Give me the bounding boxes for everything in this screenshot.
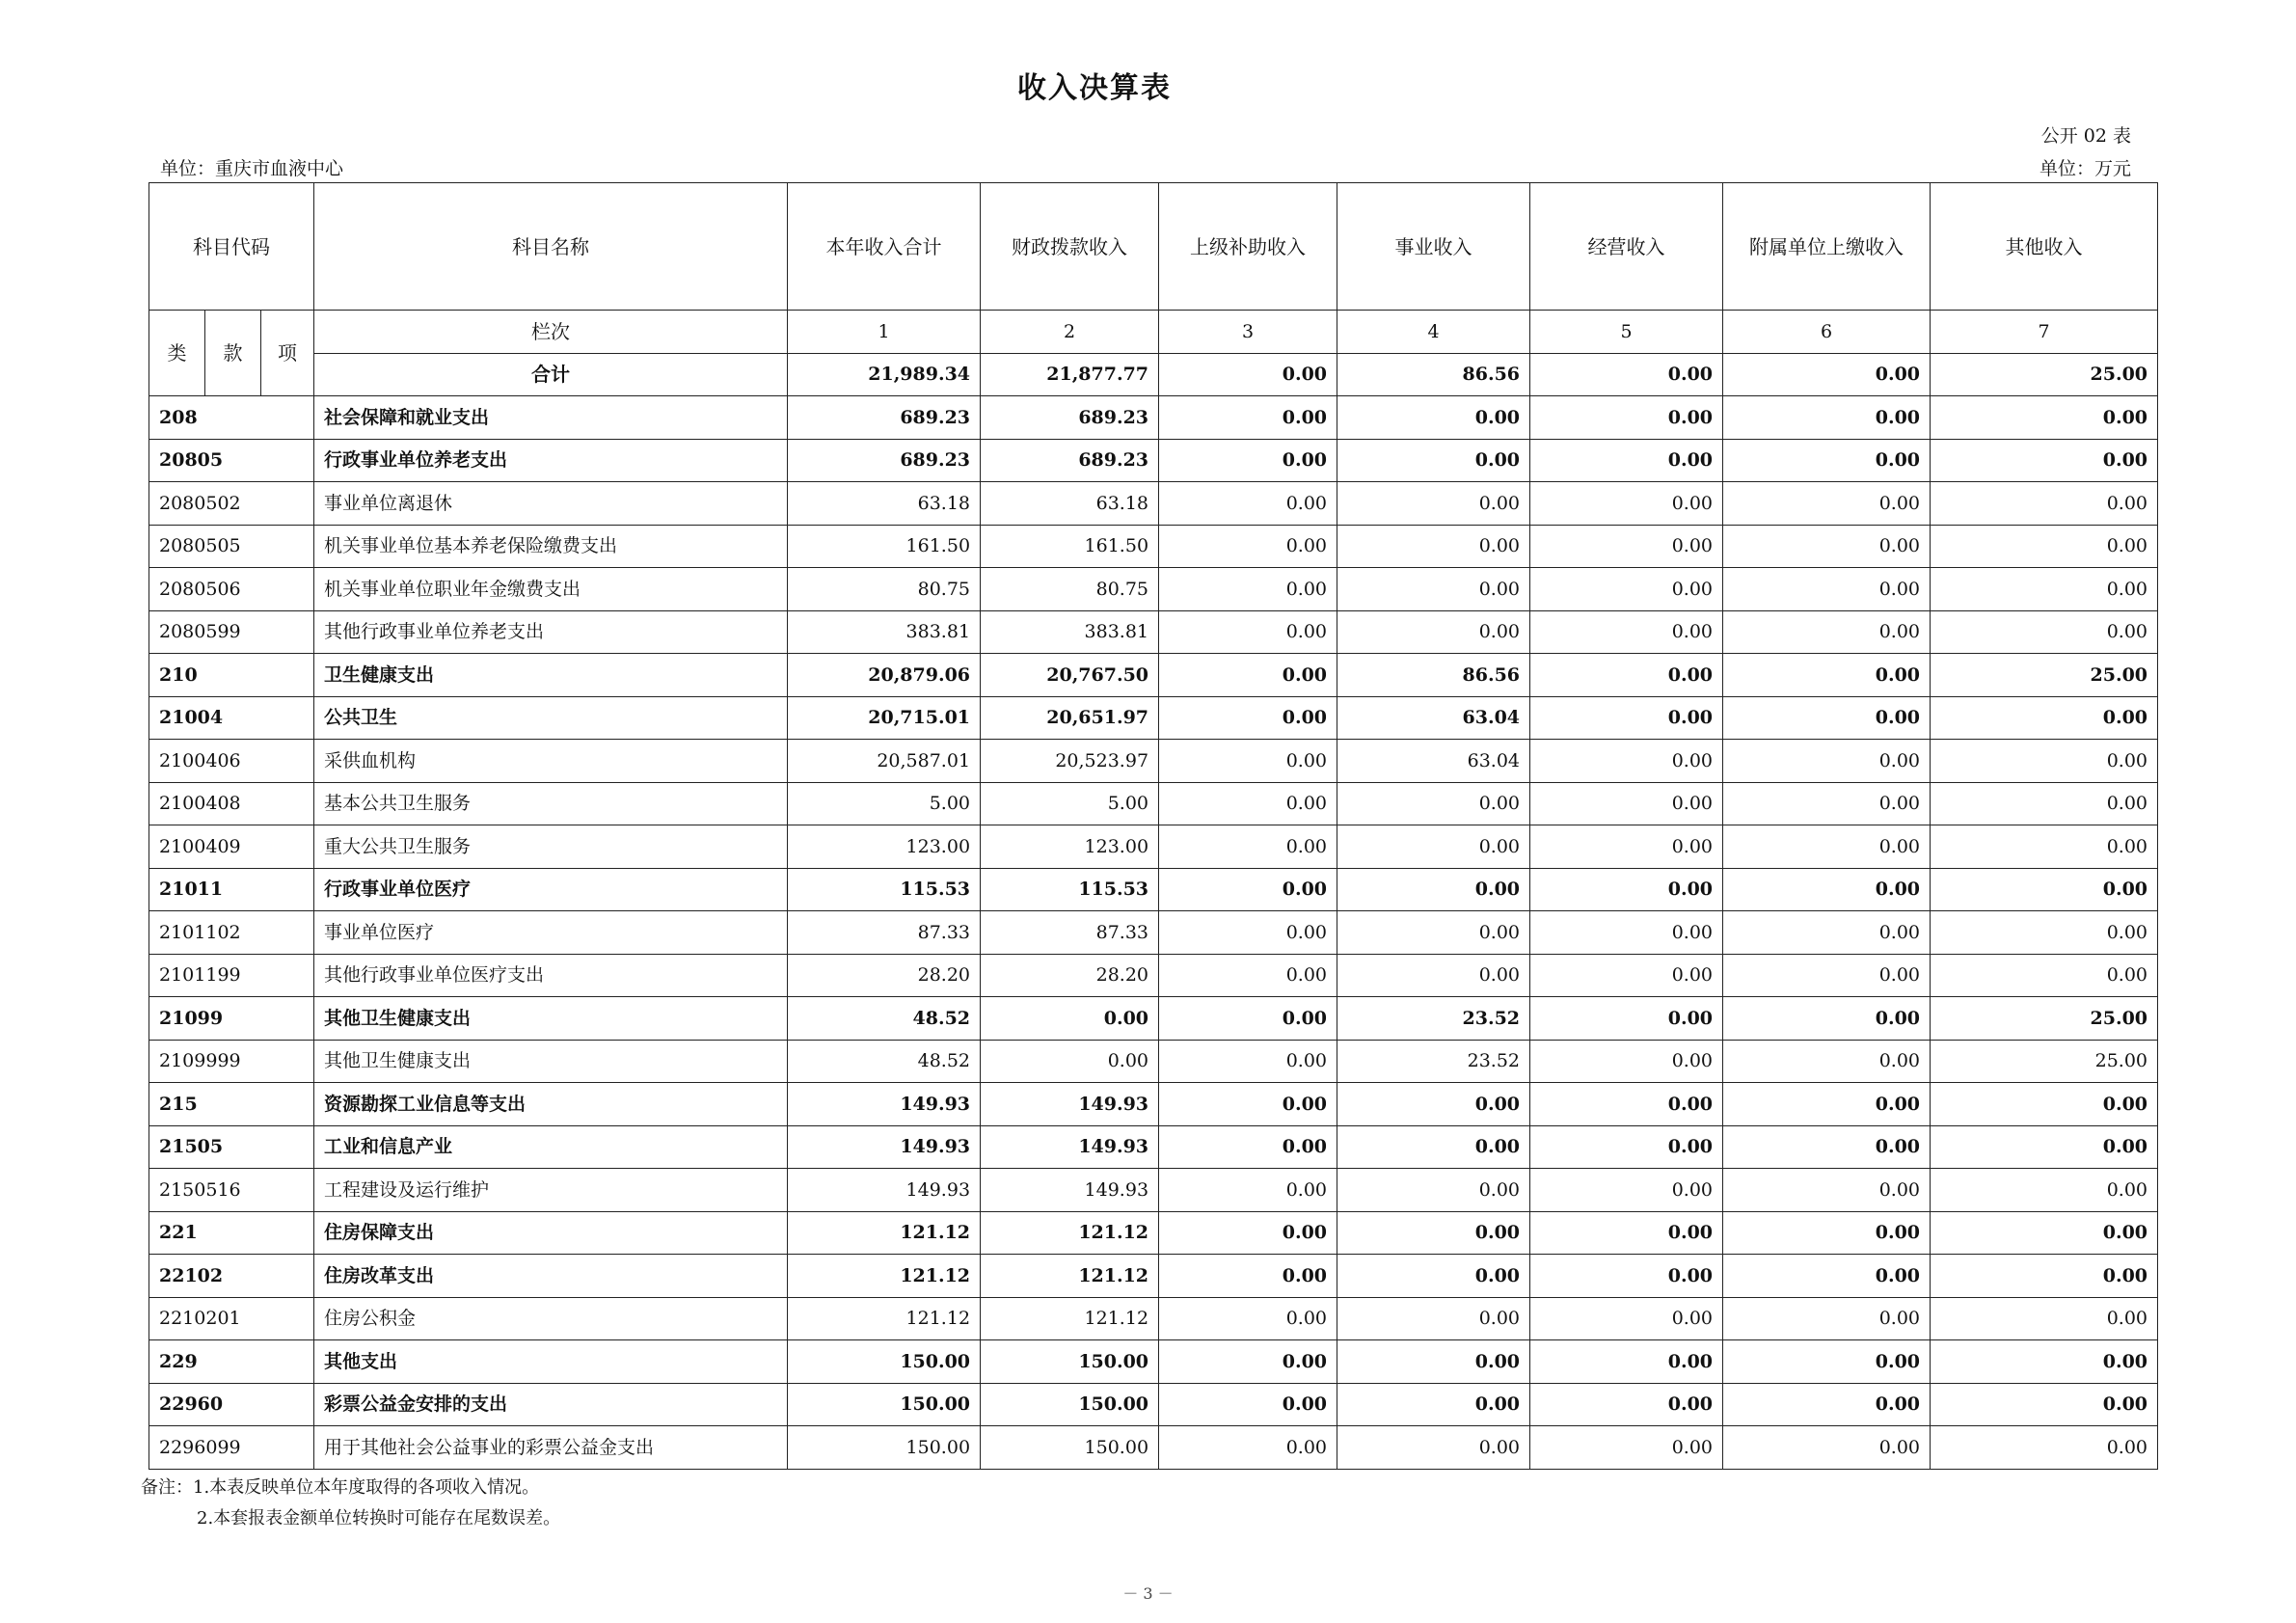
row-value: 0.00 — [1337, 1255, 1530, 1298]
total-label: 合计 — [314, 353, 788, 396]
row-value: 149.93 — [981, 1125, 1159, 1169]
row-value: 0.00 — [1337, 1083, 1530, 1126]
row-value: 149.93 — [788, 1125, 981, 1169]
row-value: 123.00 — [981, 825, 1159, 869]
row-name: 用于其他社会公益事业的彩票公益金支出 — [314, 1426, 788, 1470]
row-value: 161.50 — [788, 525, 981, 568]
column-number: 6 — [1723, 311, 1931, 354]
row-value: 689.23 — [788, 396, 981, 440]
row-value: 20,879.06 — [788, 654, 981, 697]
row-value: 0.00 — [1159, 1125, 1337, 1169]
row-value: 0.00 — [1159, 396, 1337, 440]
row-value: 0.00 — [1159, 1383, 1337, 1426]
table-row — [149, 1040, 2158, 1083]
row-value: 63.04 — [1337, 696, 1530, 740]
row-value: 0.00 — [1723, 1083, 1931, 1126]
row-value: 123.00 — [788, 825, 981, 869]
row-value: 0.00 — [1159, 696, 1337, 740]
header-col-4: 事业收入 — [1337, 183, 1530, 311]
row-code: 210 — [149, 654, 314, 697]
row-value: 0.00 — [1931, 696, 2158, 740]
row-value: 0.00 — [1159, 1083, 1337, 1126]
row-name: 行政事业单位医疗 — [314, 868, 788, 911]
row-name: 其他支出 — [314, 1340, 788, 1384]
form-number: 公开 02 表 — [2040, 125, 2131, 147]
row-value: 0.00 — [1159, 1340, 1337, 1384]
table-row — [149, 396, 2158, 440]
row-value: 0.00 — [1159, 911, 1337, 955]
row-value: 63.18 — [788, 482, 981, 526]
row-value: 0.00 — [1931, 439, 2158, 482]
header-col-6: 附属单位上缴收入 — [1723, 183, 1931, 311]
row-value: 20,651.97 — [981, 696, 1159, 740]
page-title: 收入决算表 — [1017, 71, 1172, 105]
row-code: 208 — [149, 396, 314, 440]
row-value: 383.81 — [788, 610, 981, 654]
row-value: 0.00 — [1337, 954, 1530, 997]
row-value: 0.00 — [1931, 1255, 2158, 1298]
row-value: 28.20 — [981, 954, 1159, 997]
row-value: 48.52 — [788, 1040, 981, 1083]
row-value: 0.00 — [1931, 1083, 2158, 1126]
row-value: 0.00 — [1723, 1040, 1931, 1083]
row-value: 689.23 — [981, 439, 1159, 482]
row-value: 0.00 — [1530, 1426, 1723, 1470]
row-name: 工业和信息产业 — [314, 1125, 788, 1169]
row-name: 重大公共卫生服务 — [314, 825, 788, 869]
row-value: 0.00 — [1159, 439, 1337, 482]
row-value: 0.00 — [1337, 825, 1530, 869]
row-value: 0.00 — [1337, 1340, 1530, 1384]
row-value: 5.00 — [981, 782, 1159, 825]
table-row — [149, 439, 2158, 482]
table-row — [149, 1297, 2158, 1340]
row-code: 215 — [149, 1083, 314, 1126]
row-value: 0.00 — [1723, 1426, 1931, 1470]
row-value: 0.00 — [1723, 825, 1931, 869]
row-value: 149.93 — [788, 1083, 981, 1126]
row-name: 资源勘探工业信息等支出 — [314, 1083, 788, 1126]
table-row — [149, 1211, 2158, 1255]
row-value: 0.00 — [1337, 482, 1530, 526]
row-value: 0.00 — [1931, 1211, 2158, 1255]
row-value: 0.00 — [1723, 610, 1931, 654]
row-value: 0.00 — [1337, 1383, 1530, 1426]
row-value: 0.00 — [1723, 911, 1931, 955]
table-row — [149, 1169, 2158, 1212]
row-name: 机关事业单位基本养老保险缴费支出 — [314, 525, 788, 568]
income-statement-table — [149, 182, 2158, 1470]
total-value: 21,989.34 — [788, 353, 981, 396]
row-value: 0.00 — [1159, 997, 1337, 1041]
row-value: 23.52 — [1337, 997, 1530, 1041]
total-value: 0.00 — [1723, 353, 1931, 396]
row-code: 2150516 — [149, 1169, 314, 1212]
row-value: 0.00 — [1159, 825, 1337, 869]
notes — [141, 1473, 560, 1534]
header-lei: 类 — [149, 311, 205, 396]
row-value: 0.00 — [1931, 825, 2158, 869]
table-row — [149, 1426, 2158, 1470]
row-value: 0.00 — [981, 997, 1159, 1041]
row-value: 0.00 — [1723, 1340, 1931, 1384]
row-code: 2210201 — [149, 1297, 314, 1340]
table-row — [149, 654, 2158, 697]
row-value: 689.23 — [981, 396, 1159, 440]
row-value: 0.00 — [1931, 1125, 2158, 1169]
row-value: 0.00 — [1723, 782, 1931, 825]
row-value: 0.00 — [1723, 997, 1931, 1041]
row-code: 2080505 — [149, 525, 314, 568]
row-name: 事业单位医疗 — [314, 911, 788, 955]
row-code: 21004 — [149, 696, 314, 740]
total-value: 25.00 — [1931, 353, 2158, 396]
row-value: 20,587.01 — [788, 740, 981, 783]
header-code: 科目代码 — [149, 183, 314, 311]
row-value: 0.00 — [1337, 396, 1530, 440]
row-value: 0.00 — [1931, 954, 2158, 997]
row-value: 0.00 — [1337, 525, 1530, 568]
row-value: 0.00 — [1723, 1297, 1931, 1340]
row-value: 0.00 — [1931, 1340, 2158, 1384]
row-value: 150.00 — [788, 1426, 981, 1470]
row-value: 0.00 — [1159, 482, 1337, 526]
table-row — [149, 954, 2158, 997]
row-code: 221 — [149, 1211, 314, 1255]
row-name: 其他行政事业单位养老支出 — [314, 610, 788, 654]
row-value: 0.00 — [1931, 568, 2158, 611]
row-value: 0.00 — [1931, 1383, 2158, 1426]
row-value: 0.00 — [1337, 610, 1530, 654]
row-value: 0.00 — [1931, 1169, 2158, 1212]
row-value: 149.93 — [788, 1169, 981, 1212]
row-value: 0.00 — [1723, 1255, 1931, 1298]
row-code: 2109999 — [149, 1040, 314, 1083]
row-value: 0.00 — [1723, 868, 1931, 911]
row-value: 0.00 — [1723, 568, 1931, 611]
row-name: 其他行政事业单位医疗支出 — [314, 954, 788, 997]
table-row — [149, 997, 2158, 1041]
header-xiang: 项 — [261, 311, 314, 396]
row-value: 23.52 — [1337, 1040, 1530, 1083]
header-col-5: 经营收入 — [1530, 183, 1723, 311]
column-number: 3 — [1159, 311, 1337, 354]
row-code: 2101199 — [149, 954, 314, 997]
total-value: 0.00 — [1159, 353, 1337, 396]
row-value: 121.12 — [788, 1211, 981, 1255]
column-number-row — [149, 311, 2158, 354]
table-row — [149, 610, 2158, 654]
row-value: 0.00 — [1337, 1169, 1530, 1212]
row-value: 150.00 — [981, 1426, 1159, 1470]
row-value: 150.00 — [788, 1383, 981, 1426]
row-value: 0.00 — [1337, 1125, 1530, 1169]
row-value: 121.12 — [981, 1297, 1159, 1340]
row-value: 0.00 — [1723, 740, 1931, 783]
row-value: 0.00 — [1337, 782, 1530, 825]
row-name: 机关事业单位职业年金缴费支出 — [314, 568, 788, 611]
row-value: 20,715.01 — [788, 696, 981, 740]
currency-unit: 单位：万元 — [2039, 158, 2131, 179]
row-value: 0.00 — [1723, 396, 1931, 440]
row-value: 121.12 — [788, 1255, 981, 1298]
header-col-1: 本年收入合计 — [788, 183, 981, 311]
row-name: 住房公积金 — [314, 1297, 788, 1340]
row-value: 5.00 — [788, 782, 981, 825]
row-code: 22960 — [149, 1383, 314, 1426]
row-name: 彩票公益金安排的支出 — [314, 1383, 788, 1426]
row-value: 0.00 — [1337, 1297, 1530, 1340]
row-value: 87.33 — [788, 911, 981, 955]
row-value: 0.00 — [1530, 1083, 1723, 1126]
row-name: 行政事业单位养老支出 — [314, 439, 788, 482]
row-value: 0.00 — [1530, 1040, 1723, 1083]
row-name: 住房保障支出 — [314, 1211, 788, 1255]
header-row — [149, 183, 2158, 311]
column-number: 2 — [981, 311, 1159, 354]
row-value: 0.00 — [1530, 1125, 1723, 1169]
row-name: 公共卫生 — [314, 696, 788, 740]
row-value: 0.00 — [1159, 654, 1337, 697]
row-value: 0.00 — [1159, 1040, 1337, 1083]
row-value: 0.00 — [1159, 610, 1337, 654]
row-name: 基本公共卫生服务 — [314, 782, 788, 825]
row-value: 0.00 — [1723, 654, 1931, 697]
row-value: 0.00 — [1337, 911, 1530, 955]
table-row — [149, 1083, 2158, 1126]
table-row — [149, 1125, 2158, 1169]
row-value: 87.33 — [981, 911, 1159, 955]
row-value: 0.00 — [1530, 696, 1723, 740]
row-value: 0.00 — [1530, 1169, 1723, 1212]
row-value: 63.04 — [1337, 740, 1530, 783]
row-code: 2101102 — [149, 911, 314, 955]
row-value: 0.00 — [1723, 954, 1931, 997]
row-value: 0.00 — [1530, 997, 1723, 1041]
row-value: 20,767.50 — [981, 654, 1159, 697]
row-code: 20805 — [149, 439, 314, 482]
row-value: 0.00 — [1931, 610, 2158, 654]
row-value: 0.00 — [1723, 525, 1931, 568]
row-code: 2100409 — [149, 825, 314, 869]
row-value: 150.00 — [788, 1340, 981, 1384]
row-value: 0.00 — [1931, 1426, 2158, 1470]
row-value: 0.00 — [1530, 868, 1723, 911]
page-number: － 3 － — [1122, 1584, 1174, 1603]
row-value: 0.00 — [1723, 696, 1931, 740]
row-value: 80.75 — [981, 568, 1159, 611]
row-value: 0.00 — [1530, 610, 1723, 654]
header-kuan: 款 — [205, 311, 261, 396]
column-number: 7 — [1931, 311, 2158, 354]
header-col-7: 其他收入 — [1931, 183, 2158, 311]
table-row — [149, 696, 2158, 740]
row-value: 121.12 — [788, 1297, 981, 1340]
row-value: 0.00 — [1337, 568, 1530, 611]
row-value: 0.00 — [1530, 1255, 1723, 1298]
row-value: 0.00 — [1530, 482, 1723, 526]
row-value: 0.00 — [1530, 439, 1723, 482]
row-value: 0.00 — [1159, 868, 1337, 911]
row-value: 28.20 — [788, 954, 981, 997]
row-value: 0.00 — [1530, 1297, 1723, 1340]
table-row — [149, 1383, 2158, 1426]
note-2: 2.本套报表金额单位转换时可能存在尾数误差。 — [197, 1508, 561, 1528]
row-value: 0.00 — [1723, 1383, 1931, 1426]
row-value: 0.00 — [1931, 1297, 2158, 1340]
row-name: 工程建设及运行维护 — [314, 1169, 788, 1212]
row-value: 0.00 — [1530, 1340, 1723, 1384]
row-value: 0.00 — [1159, 568, 1337, 611]
row-value: 0.00 — [1159, 954, 1337, 997]
row-code: 21011 — [149, 868, 314, 911]
row-value: 0.00 — [1723, 1125, 1931, 1169]
row-value: 0.00 — [1159, 1297, 1337, 1340]
row-value: 121.12 — [981, 1255, 1159, 1298]
row-value: 0.00 — [1337, 1211, 1530, 1255]
row-value: 689.23 — [788, 439, 981, 482]
row-value: 0.00 — [1931, 482, 2158, 526]
row-value: 0.00 — [1530, 568, 1723, 611]
row-value: 115.53 — [788, 868, 981, 911]
row-value: 0.00 — [1931, 525, 2158, 568]
row-name: 其他卫生健康支出 — [314, 997, 788, 1041]
row-value: 115.53 — [981, 868, 1159, 911]
column-number: 5 — [1530, 311, 1723, 354]
row-code: 229 — [149, 1340, 314, 1384]
table-row — [149, 911, 2158, 955]
row-value: 0.00 — [1337, 1426, 1530, 1470]
total-value: 86.56 — [1337, 353, 1530, 396]
table-row — [149, 782, 2158, 825]
header-lanci: 栏次 — [314, 311, 788, 354]
row-value: 0.00 — [1530, 1383, 1723, 1426]
header-col-3: 上级补助收入 — [1159, 183, 1337, 311]
row-name: 卫生健康支出 — [314, 654, 788, 697]
row-value: 0.00 — [1337, 868, 1530, 911]
row-value: 0.00 — [1159, 1211, 1337, 1255]
row-value: 0.00 — [1723, 439, 1931, 482]
row-value: 0.00 — [1159, 782, 1337, 825]
table-row — [149, 740, 2158, 783]
row-value: 149.93 — [981, 1169, 1159, 1212]
row-code: 2100408 — [149, 782, 314, 825]
row-value: 0.00 — [1530, 825, 1723, 869]
row-value: 25.00 — [1931, 997, 2158, 1041]
row-code: 22102 — [149, 1255, 314, 1298]
row-code: 21505 — [149, 1125, 314, 1169]
row-name: 其他卫生健康支出 — [314, 1040, 788, 1083]
row-value: 0.00 — [1530, 1211, 1723, 1255]
note-1: 备注：1.本表反映单位本年度取得的各项收入情况。 — [141, 1477, 540, 1498]
reporting-unit: 单位：重庆市血液中心 — [160, 158, 344, 179]
table-row — [149, 1255, 2158, 1298]
row-value: 0.00 — [1159, 740, 1337, 783]
row-value: 25.00 — [1931, 1040, 2158, 1083]
column-number: 1 — [788, 311, 981, 354]
row-value: 161.50 — [981, 525, 1159, 568]
row-value: 0.00 — [1723, 482, 1931, 526]
row-code: 2080506 — [149, 568, 314, 611]
row-value: 0.00 — [1159, 1426, 1337, 1470]
row-value: 0.00 — [1530, 740, 1723, 783]
table-row — [149, 825, 2158, 869]
row-value: 150.00 — [981, 1383, 1159, 1426]
total-value: 21,877.77 — [981, 353, 1159, 396]
row-value: 0.00 — [1159, 1255, 1337, 1298]
row-value: 0.00 — [1530, 782, 1723, 825]
row-name: 事业单位离退休 — [314, 482, 788, 526]
row-code: 2080502 — [149, 482, 314, 526]
row-value: 0.00 — [1159, 1169, 1337, 1212]
row-value: 0.00 — [1530, 654, 1723, 697]
row-value: 0.00 — [981, 1040, 1159, 1083]
row-value: 0.00 — [1530, 525, 1723, 568]
header-name: 科目名称 — [314, 183, 788, 311]
row-code: 2100406 — [149, 740, 314, 783]
row-value: 0.00 — [1337, 439, 1530, 482]
row-value: 0.00 — [1723, 1211, 1931, 1255]
row-name: 住房改革支出 — [314, 1255, 788, 1298]
row-value: 0.00 — [1931, 911, 2158, 955]
row-value: 25.00 — [1931, 654, 2158, 697]
row-value: 0.00 — [1723, 1169, 1931, 1212]
table-row — [149, 868, 2158, 911]
row-value: 0.00 — [1530, 911, 1723, 955]
table-row — [149, 568, 2158, 611]
row-value: 121.12 — [981, 1211, 1159, 1255]
row-value: 80.75 — [788, 568, 981, 611]
row-code: 21099 — [149, 997, 314, 1041]
row-code: 2296099 — [149, 1426, 314, 1470]
row-value: 0.00 — [1931, 782, 2158, 825]
row-name: 社会保障和就业支出 — [314, 396, 788, 440]
row-code: 2080599 — [149, 610, 314, 654]
row-value: 0.00 — [1159, 525, 1337, 568]
table-row — [149, 1340, 2158, 1384]
row-value: 63.18 — [981, 482, 1159, 526]
row-name: 采供血机构 — [314, 740, 788, 783]
row-value: 48.52 — [788, 997, 981, 1041]
row-value: 149.93 — [981, 1083, 1159, 1126]
table-row — [149, 525, 2158, 568]
row-value: 86.56 — [1337, 654, 1530, 697]
header-col-2: 财政拨款收入 — [981, 183, 1159, 311]
row-value: 383.81 — [981, 610, 1159, 654]
column-number: 4 — [1337, 311, 1530, 354]
row-value: 0.00 — [1530, 396, 1723, 440]
total-row — [149, 353, 2158, 396]
row-value: 20,523.97 — [981, 740, 1159, 783]
table-row — [149, 482, 2158, 526]
total-value: 0.00 — [1530, 353, 1723, 396]
row-value: 0.00 — [1931, 868, 2158, 911]
row-value: 150.00 — [981, 1340, 1159, 1384]
row-value: 0.00 — [1530, 954, 1723, 997]
row-value: 0.00 — [1931, 396, 2158, 440]
row-value: 0.00 — [1931, 740, 2158, 783]
